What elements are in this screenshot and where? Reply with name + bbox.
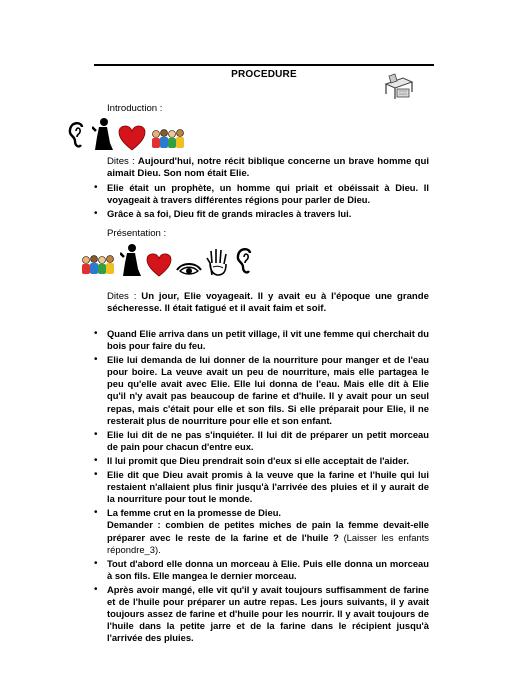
list-item: • Il lui promit que Dieu prendrait soin d'eux si elle acceptait de l'aider. <box>92 455 429 467</box>
introduction-heading: Introduction : <box>107 103 163 114</box>
list-item: • Quand Elie arriva dans un petit village, il vit une femme qui cherchait du bois pour faire du feu. <box>92 328 429 352</box>
introduction-dites <box>107 156 429 180</box>
header-rule <box>94 64 434 66</box>
dites-text: Un jour, Elie voyageait. Il y avait eu à l'époque une grande sécheresse. Il était fatigué et il avait faim et soif. <box>107 291 429 315</box>
hand-icon <box>206 247 230 277</box>
presentation-dites <box>107 291 429 315</box>
children-group-icon <box>150 129 186 151</box>
presentation-icons <box>80 243 256 277</box>
presentation-heading: Présentation : <box>107 228 167 239</box>
list-item: • Elie lui dit de ne pas s'inquiéter. Il lui dit de préparer un petit morceau de pain pour chacun d'entre eux. <box>92 429 429 453</box>
page-title: PROCEDURE <box>231 69 297 80</box>
praying-person-icon <box>92 117 114 151</box>
introduction-icons <box>66 117 186 151</box>
list-item: • Après avoir mangé, elle vit qu'il y avait toujours suffisamment de farine et de l'huile pour préparer un autre repas. Les jours suivants, il y avait toujours assez de farine et d'huile pour les nourrir. Il y avait toujours de l'huile dans la petite jarre et de la farine dans le récipient jusqu'à l'arrivée des pluies. <box>92 584 429 644</box>
list-item: • Grâce à sa foi, Dieu fit de grands miracles à travers lui. <box>92 208 429 220</box>
demander-text: Demander : combien de petites miches de pain la femme devait-elle préparer avec le reste de la farine et de l'huile ? <box>107 519 429 543</box>
ear-icon <box>66 119 88 151</box>
children-group-icon <box>80 255 116 277</box>
praying-person-icon <box>120 243 142 277</box>
dites-prefix: Dites : <box>107 156 138 167</box>
desk-icon <box>383 72 415 102</box>
list-item: • Elie dit que Dieu avait promis à la veuve que la farine et l'huile qui lui restaient n'allaient plus finir jusqu'à l'arrivée des pluies et il y aurait de la nourriture pour tout le monde. <box>92 469 429 505</box>
dites-prefix: Dites : <box>107 291 142 302</box>
demander-note: (Laisser les enfants répondre_3). <box>107 531 429 555</box>
list-item: • Elie était un prophète, un homme qui priait et obéissait à Dieu. Il voyageait à travers différentes régions pour parler de Dieu. <box>92 182 429 206</box>
list-item: • Tout d'abord elle donna un morceau à Elie. Puis elle donna un morceau à son fils. Elle mangea le dernier morceau. <box>92 558 429 582</box>
list-item: • La femme crut en la promesse de Dieu. <box>92 507 429 519</box>
heart-icon <box>146 253 172 277</box>
demander-question <box>92 519 429 555</box>
ear-icon <box>234 245 256 277</box>
presentation-bullets <box>92 328 429 646</box>
heart-icon <box>118 125 146 151</box>
dites-text: Aujourd'hui, notre récit biblique concerne un brave homme qui aimait Dieu. Son nom était Elie. <box>107 156 429 180</box>
list-item: • Elie lui demanda de lui donner de la nourriture pour manger et de l'eau pour boire. La veuve avait un peu de nourriture, mais elle partagea le peu qu'elle avait avec Elie. Elle lui donna de l'eau. Mais elle dit à Elie qu'il n'y avait pas beaucoup de farine et d'huile. Il y avait pour un seul repas, mais c'était pour elle et son fils. Si elle préparait pour Elie, il ne resterait plus de nourriture pour elle et son enfant. <box>92 354 429 427</box>
eye-icon <box>176 261 202 277</box>
introduction-bullets <box>92 182 429 222</box>
